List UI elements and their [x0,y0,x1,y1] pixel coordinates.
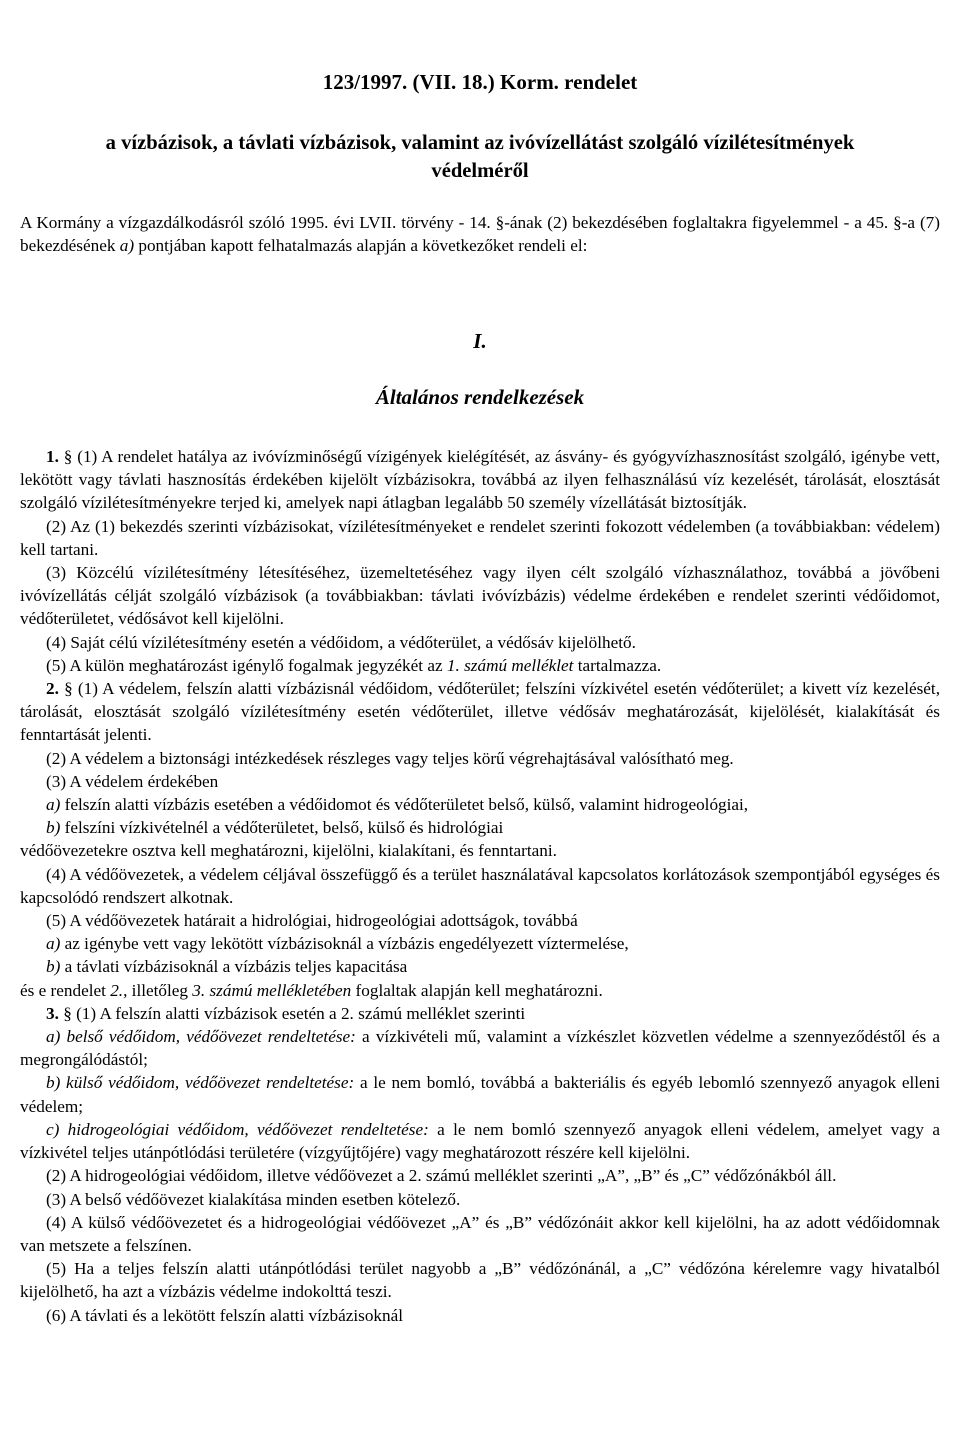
section-2-paragraph-3: (3) A védelem érdekében [46,771,219,791]
preamble [20,211,940,257]
section-1-paragraph-1: 1. § (1) A rendelet hatálya az ivóvízminőségű vízigények kielégítését, az ásvány- és gyógyvízhasznosítást szolgáló, igénybe vett, lekötött vagy távlati hasznosítás érdekében kijelölt vízbázisokra, továbbá az ilyen felhasználású víz kezelését, tárolását, elosztását szolgáló vízilétesítményekre terjed ki, amelyek napi átlagban legalább 50 személy vízellátását biztosítják. [20,447,940,513]
section-2-point-b: b) felszíni vízkivételnél a védőterületet, belső, külső és hidrológiai [46,818,504,838]
section-3-number: 3. [46,1003,59,1023]
section-1-paragraph-2: (2) Az (1) bekezdés szerinti vízbázisokat, vízilétesítményeket e rendelet szerinti fokozott védelemben (a továbbiakban: védelem) kell tartani. [20,516,940,559]
section-1-paragraph-3: (3) Közcélú vízilétesítmény létesítéséhez, üzemeltetéséhez vagy ilyen célt szolgáló vízhasználathoz, továbbá a jövőbeni ivóvízellátás célját szolgáló vízbázisok (a továbbiakban: távlati ivóvízbázis) védelme érdekében e rendelet szerinti védőidomot, védőterületet, védősávot kell kijelölni. [20,563,940,629]
section-1-paragraph-5: (5) A külön meghatározást igénylő fogalmak jegyzékét az 1. számú melléklet tartalmazza. [46,655,662,675]
decree-subject-title [0,129,960,185]
section-2-point-5b: b) a távlati vízbázisoknál a vízbázis teljes kapacitása [46,957,408,977]
section-2-paragraph-4: (4) A védőövezetek, a védelem céljával összefüggő és a terület használatával kapcsolatos korlátozások szempontjából egységes és kapcsolódó rendszert alkotnak. [20,864,940,907]
section-2-point-a: a) felszín alatti vízbázis esetében a védőidomot és védőterületet belső, külső, valamint hidrogeológiai, [46,795,749,815]
chapter-number: I. [473,329,487,353]
section-2-paragraph-1: 2. § (1) A védelem, felszín alatti vízbázisnál védőidom, védőterület; felszíni vízkivétel esetén védőterület; a kivett víz kezelését, tárolását, elosztását szolgáló vízilétesítmény esetén védőterület, illetve védősáv meghatározását, kijelölését, kialakítását és fenntartását jelenti. [20,679,940,745]
document-body [20,445,940,1327]
section-3-paragraph-1: 3. § (1) A felszín alatti vízbázisok esetén a 2. számú melléklet szerinti [46,1003,526,1023]
section-1-number: 1. [46,447,59,466]
section-3-point-c: c) hidrogeológiai védőidom, védőövezet rendeltetése: a le nem bomló szennyező anyagok elleni védelem, amelyet vagy a vízkivétel teljes utánpótlódási területére (vízgyűjtőjére) vagy meghatározott részére kell kijelölni. [20,1119,940,1163]
section-2-point-5a: a) az igénybe vett vagy lekötött vízbázisoknál a vízbázis engedélyezett víztermelése, [46,934,629,954]
preamble-text-c: pontjában kapott felhatalmazás alapján a következőket rendeli el: [134,236,588,256]
section-2-paragraph-3-close: védőövezetekre osztva kell meghatározni, kijelölni, kialakítani, és fenntartani. [20,841,557,861]
section-2-paragraph-5-close: és e rendelet 2., illetőleg 3. számú mellékletében foglaltak alapján kell meghatározni. [20,980,603,1000]
section-3-paragraph-4: (4) A külső védőövezetet és a hidrogeológiai védőövezet „A” és „B” védőzónáit akkor kell kijelölni, ha az adott védőidomnak van metszete a felszínen. [20,1212,940,1255]
section-3-paragraph-3: (3) A belső védőövezet kialakítása minden esetben kötelező. [46,1189,461,1209]
section-2-paragraph-2: (2) A védelem a biztonsági intézkedések részleges vagy teljes körű végrehajtásával valósítható meg. [46,748,734,768]
section-3-paragraph-2: (2) A hidrogeológiai védőidom, illetve védőövezet a 2. számú melléklet szerinti „A”, „B” és „C” védőzónákból áll. [46,1166,837,1186]
decree-subject-line-2: védelméről [431,160,529,182]
chapter-title: Általános rendelkezések [375,385,585,409]
section-3-point-b: b) külső védőidom, védőövezet rendeltetése: a le nem bomló, továbbá a bakteriális és egyéb lebomló szennyező anyagok elleni védelem; [20,1073,940,1116]
decree-subject-line-1: a vízbázisok, a távlati vízbázisok, valamint az ivóvízellátást szolgáló vízilétesítmények [105,132,855,154]
section-1-paragraph-4: (4) Saját célú vízilétesítmény esetén a védőidom, a védőterület, a védősáv kijelölhető. [46,632,636,652]
section-2-number: 2. [46,679,59,699]
decree-number-title: 123/1997. (VII. 18.) Korm. rendelet [322,70,638,94]
section-3-point-a: a) belső védőidom, védőövezet rendeltetése: a vízkivételi mű, valamint a vízkészlet közvetlen védelme a szennyeződéstől és a megrongálódástól; [20,1027,940,1070]
section-3-paragraph-5: (5) Ha a teljes felszín alatti utánpótlódási terület nagyobb a „B” védőzónánál, a „C” védőzóna kérelemre vagy hivatalból kijelölhető, ha azt a vízbázis védelme indokolttá teszi. [20,1259,940,1302]
preamble-text-a: A Kormány a vízgazdálkodásról szóló 1995. évi LVII. törvény - 14. §-ának (2) bekezdésében foglaltakra figyelemmel - a 45. §-a (7) bekezdésének [20,213,940,256]
annex-1-ref: 1. számú melléklet [446,655,574,675]
preamble-point-ref: a) [119,236,135,256]
section-2-paragraph-5: (5) A védőövezetek határait a hidrológiai, hidrogeológiai adottságok, továbbá [46,911,578,931]
section-3-paragraph-6: (6) A távlati és a lekötött felszín alatti vízbázisoknál [46,1305,404,1325]
